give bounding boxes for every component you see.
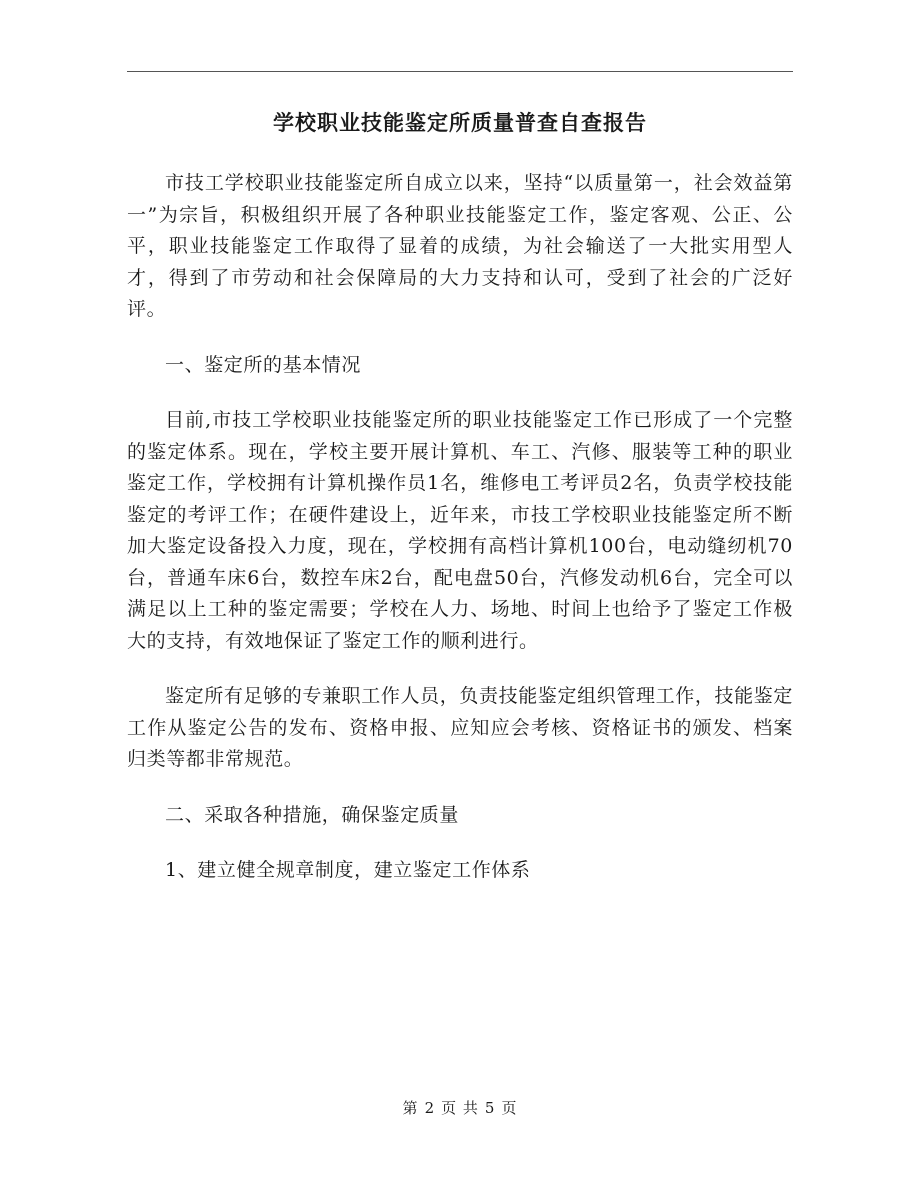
- section-heading-basic-info: 一、鉴定所的基本情况: [165, 353, 362, 376]
- section-heading-measures: 二、采取各种措施，确保鉴定质量: [165, 803, 460, 826]
- footer-current-page: 2: [424, 1099, 436, 1117]
- document-title: 学校职业技能鉴定所质量普查自查报告: [273, 110, 647, 135]
- paragraph-intro: 市技工学校职业技能鉴定所自成立以来，坚持“以质量第一，社会效益第一”为宗旨，积极组织开展了各种职业技能鉴定工作，鉴定客观、公正、公平，职业技能鉴定工作取得了显着的成绩，为社会输送了一大批实用型人才，得到了市劳动和社会保障局的大力支持和认可，受到了社会的广泛好评。: [127, 172, 793, 320]
- footer-prefix: 第: [402, 1099, 419, 1117]
- footer-suffix: 页: [501, 1099, 518, 1117]
- footer-total-pages: 5: [484, 1099, 496, 1117]
- footer-middle: 页 共: [441, 1099, 479, 1117]
- subsection-heading-rules: 1、建立健全规章制度，建立鉴定工作体系: [165, 859, 531, 881]
- header-rule: [127, 71, 793, 72]
- paragraph-basic-info: 目前,市技工学校职业技能鉴定所的职业技能鉴定工作已形成了一个完整的鉴定体系。现在，学校主要开展计算机、车工、汽修、服装等工种的职业鉴定工作，学校拥有计算机操作员1名，维修电工考评员2名，负责学校技能鉴定的考评工作；在硬件建设上，近年来，市技工学校职业技能鉴定所不断加大鉴定设备投入力度，现在，学校拥有高档计算机100台，电动缝纫机70台，普通车床6台，数控车床2台，配电盘50台，汽修发动机6台，完全可以满足以上工种的鉴定需要；学校在人力、场地、时间上也给予了鉴定工作极大的支持，有效地保证了鉴定工作的顺利进行。: [127, 409, 793, 652]
- page-footer: [127, 1097, 793, 1119]
- paragraph-staff: 鉴定所有足够的专兼职工作人员，负责技能鉴定组织管理工作，技能鉴定工作从鉴定公告的发布、资格申报、应知应会考核、资格证书的颁发、档案归类等都非常规范。: [127, 685, 793, 770]
- document-body: [127, 168, 793, 887]
